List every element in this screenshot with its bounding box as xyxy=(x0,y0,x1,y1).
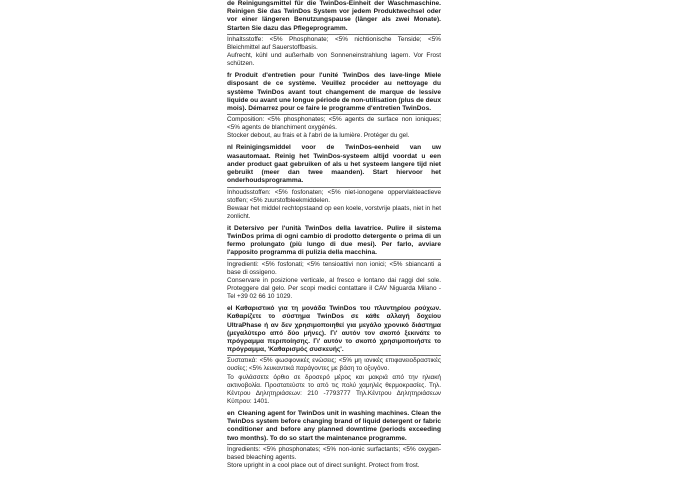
storage-text: Το φυλάσσετε όρθιο σε δροσερό μέρος και μακριά από την ηλιακή ακτινοβολία. Προστατεύστε το από τις πολύ χαμηλές θερμοκρασίες. Τηλ. Κέντρου Δηλητηριάσεων: 210 -7793777 Τηλ.Κέντρου Δηλητηριάσεων Κύπρου: 1401. xyxy=(227,373,441,405)
ingredients-text: Συστατικά: <5% φωσφονικές ενώσεις; <5% μη ιονικές επιφανειοδραστικές ουσίες; <5% λευκαντικά παράγοντες με βάση το οξυγόνο. xyxy=(227,357,441,373)
label-text-page xyxy=(227,0,441,474)
section-lead xyxy=(227,305,441,354)
ingredients-text: Inhoudsstoffen: <5% fosfonaten; <5% niet-ionogene oppervlakteactieve stoffen; <5% zuurstofbleekmiddelen. xyxy=(227,188,441,204)
ingredients-text: Ingredienti: <5% fosfonati; <5% tensioattivi non ionici; <5% sbiancanti a base di ossigeno. xyxy=(227,260,441,276)
section-de xyxy=(227,0,441,68)
section-lead xyxy=(227,144,441,185)
language-code: de xyxy=(227,0,235,7)
divider xyxy=(227,444,441,445)
ingredients-text: Inhaltsstoffe: <5% Phosphonate; <5% nichtionische Tenside; <5% Bleichmittel auf Sauerstoffbasis. xyxy=(227,35,441,51)
language-code: fr xyxy=(227,72,232,80)
lead-text: Reinigungsmittel für die TwinDos-Einheit der Waschmaschine. Reinigen Sie das TwinDos System vor jedem Produktwechsel oder vor einer längeren Benutzungspause (länger als zwei Monate). Starten Sie dazu das Pflegeprogramm. xyxy=(227,0,441,32)
divider xyxy=(227,34,441,35)
language-code: nl xyxy=(227,144,233,152)
lead-text: Reinigingsmiddel voor de TwinDos-eenheid van uw wasautomaat. Reinig het TwinDos-systeem altijd voordat u een ander product gaat gebruiken of als u het systeem langere tijd niet gebruikt (meer dan twee maanden). Start hiervoor het onderhoudsprogramma. xyxy=(227,144,441,185)
divider xyxy=(227,114,441,115)
lead-text: Detersivo per l'unità TwinDos della lavatrice. Pulire il sistema TwinDos prima di ogni cambio di prodotto detergente o prima di un fermo prolungato (più lungo di due mesi). Per farlo, avviare l'apposito programma di pulizia della macchina. xyxy=(227,224,441,257)
section-fr xyxy=(227,72,441,140)
storage-text: Store upright in a cool place out of direct sunlight. Protect from frost. xyxy=(227,461,420,469)
storage-text: Stocker debout, au frais et à l'abri de la lumière. Protéger du gel. xyxy=(227,132,410,140)
divider xyxy=(227,187,441,188)
section-it xyxy=(227,225,441,301)
language-code: el xyxy=(227,305,233,313)
language-code: it xyxy=(227,224,232,232)
lead-text: Produit d'entretien pour l'unité TwinDos des lave-linge Miele disposant de ce système. Veuillez procéder au nettoyage du système TwinDos avant tout changement de marque de lessive liquide ou avant une longue période de non-utilisation (plus de deux mois). Démarrez pour ce faire le programme d'entretien TwinDos. xyxy=(227,72,441,112)
ingredients-text: Composition: <5% phosphonates; <5% agents de surface non ioniques; <5% agents de blanchiment oxygénés. xyxy=(227,116,441,132)
section-en xyxy=(227,410,441,470)
storage-text: Bewaar het middel rechtopstaand op een koele, vorstvrije plaats, niet in het zonlicht. xyxy=(227,204,441,220)
divider xyxy=(227,259,441,260)
section-lead xyxy=(227,0,441,33)
storage-text: Aufrecht, kühl und außerhalb von Sonneneinstrahlung lagern. Vor Frost schützen. xyxy=(227,52,441,68)
lead-text: Cleaning agent for TwinDos unit in washing machines. Clean the TwinDos system before changing brand of liquid detergent or fabric conditioner and before any planned downtime (periods exceeding two months). To do so start the maintenance programme. xyxy=(227,409,441,442)
language-code: en xyxy=(227,409,235,417)
ingredients-text: Ingredients: <5% phosphonates; <5% non-ionic surfactants; <5% oxygen-based bleaching agents. xyxy=(227,445,441,461)
section-el xyxy=(227,305,441,406)
section-lead xyxy=(227,410,441,443)
section-lead xyxy=(227,72,441,113)
lead-text: Καθαριστικό για τη μονάδα TwinDos του πλυντηρίου ρούχων. Καθαρίζετε το σύστημα TwinDos σε κάθε αλλαγή δοχείου UltraPhase ή αν δεν χρησιμοποιηθεί για μεγάλο χρονικό διάστημα (μεγαλύτερο από δύο μήνες). Γι' αυτόν τον σκοπό ξεκινάτε το πρόγραμμα περιποίησης. Γι' αυτόν το σκοπό χρησιμοποιήστε το πρόγραμμα, 'Καθαρισμός συσκευής'. xyxy=(227,305,441,354)
storage-text: Conservare in posizione verticale, al fresco e lontano dai raggi del sole. Proteggere dal gelo. Per scopi medici contattare il CAV Niguarda Milano - Tel +39 02 66 10 1029. xyxy=(227,276,441,301)
section-nl xyxy=(227,144,441,220)
section-lead xyxy=(227,225,441,258)
